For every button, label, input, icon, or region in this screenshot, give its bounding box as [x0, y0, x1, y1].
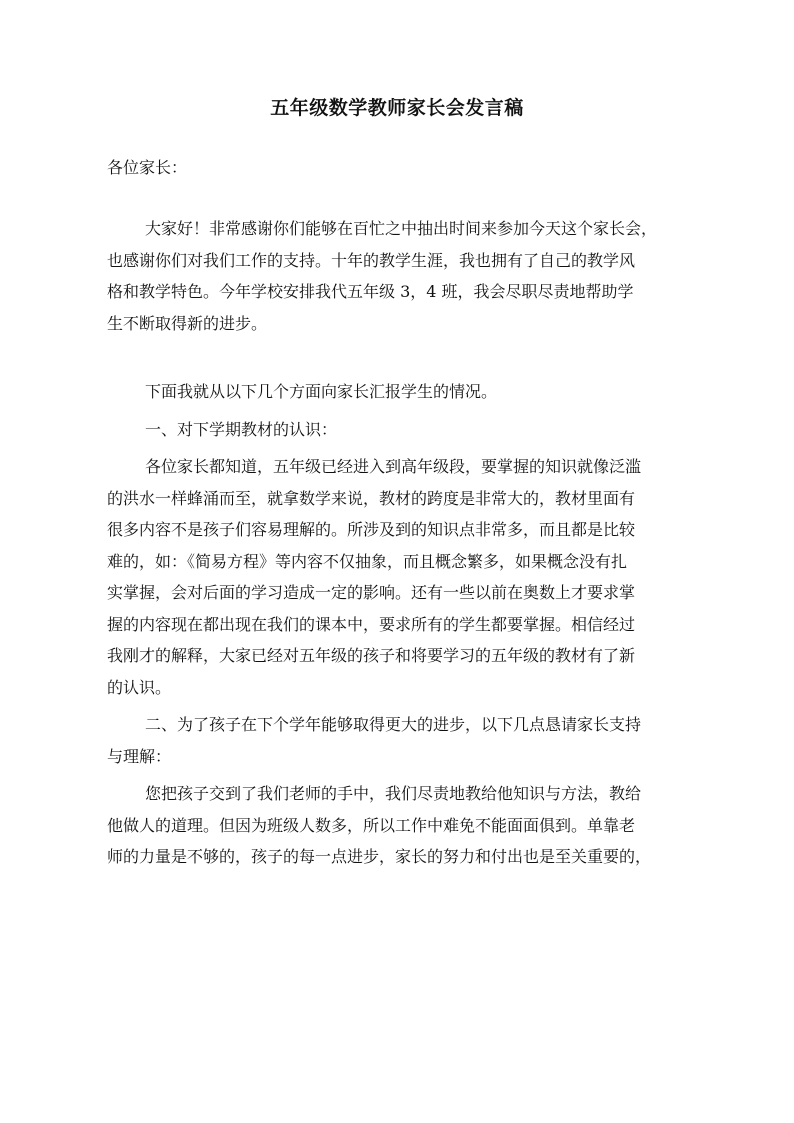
document-body	[107, 213, 739, 873]
document-title: 五年级数学教师家长会发言稿	[270, 97, 524, 119]
salutation: 各位家长：	[107, 158, 188, 177]
section-heading-2: 二、为了孩子在下个学年能够取得更大的进步，以下几点恳请家长支持 与理解：	[107, 715, 642, 766]
paragraph-intro: 下面我就从以下几个方面向家长汇报学生的情况。	[145, 382, 498, 401]
paragraph-greeting: 大家好！非常感谢你们能够在百忙之中抽出时间来参加今天这个家长会， 也感谢你们对我们工作的支持。十年的教学生涯，我也拥有了自己的教学风 格和教学特色。今年学校安排我代五年级 3，4 班，我会尽职尽责地帮助学 生不断取得新的进步。	[107, 219, 658, 333]
section-heading-1: 一、对下学期教材的认识：	[145, 419, 338, 439]
paragraph-textbook: 各位家长都知道，五年级已经进入到高年级段，要掌握的知识就像泛滥 的洪水一样蜂涌而至，就拿数学来说，教材的跨度是非常大的，教材里面有 很多内容不是孩子们容易理解的。所涉及到的知识点非常多，而且都是比较 难的，如：《简易方程》等内容不仅抽象，而且概念繁多，如果概念没有扎 实掌握，会对后面的学习造成一定的影响。还有一些以前在奥数上才要求掌 握的内容现在都出现在我们的课本中，要求所有的学生都要掌握。相信经过 我刚才的解释，大家已经对五年级的孩子和将要学习的五年级的教材有了新 的认识。	[107, 457, 642, 697]
paragraph-support: 您把孩子交到了我们老师的手中，我们尽责地教给他知识与方法，教给 他做人的道理。但因为班级人数多，所以工作中难免不能面面俱到。单靠老 师的力量是不够的，孩子的每一点进步，家长的努力和付出也是至关重要的，	[107, 784, 652, 866]
